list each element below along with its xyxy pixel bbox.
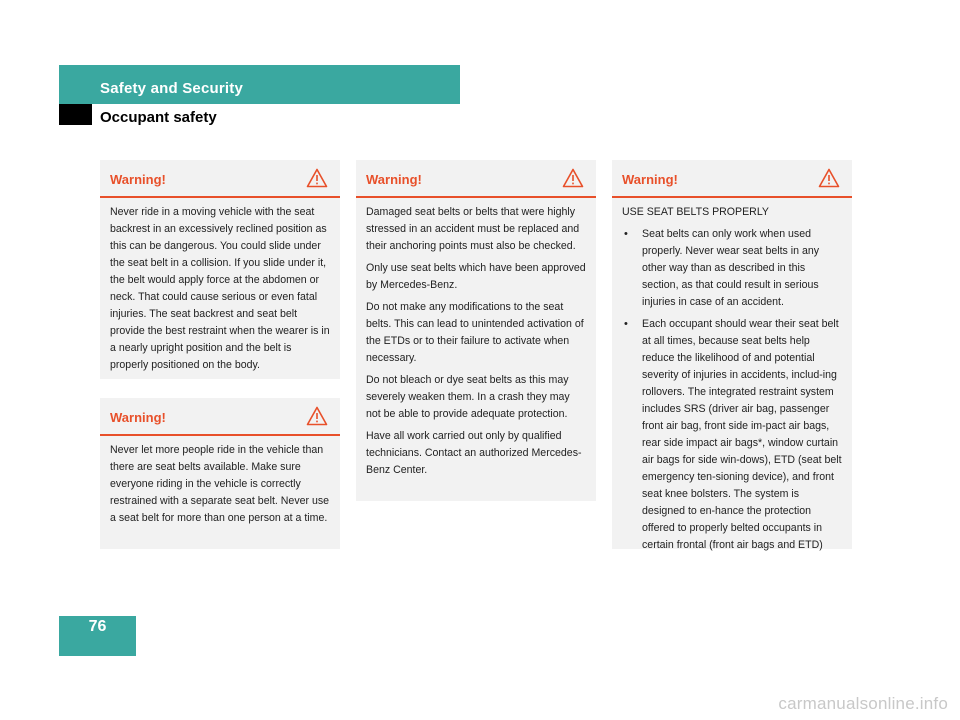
warning-body — [100, 198, 340, 387]
warning-title: Warning! — [366, 171, 422, 187]
warning-paragraph: Only use seat belts which have been approved by Mercedes-Benz. — [366, 262, 586, 291]
warning-triangle-icon — [562, 168, 584, 188]
warning-header — [356, 160, 596, 198]
warning-header — [100, 160, 340, 198]
warning-title: Warning! — [110, 171, 166, 187]
subsection-marker — [59, 104, 92, 125]
warning-triangle-icon — [306, 168, 328, 188]
list-item — [622, 226, 842, 311]
warning-header — [100, 398, 340, 436]
section-title: Safety and Security — [100, 80, 244, 97]
warning-paragraph: Never ride in a moving vehicle with the seat backrest in an excessively reclined position as this can be dangerous. You could slide under the seat belt in a collision. If you slide under it, the belt would apply force at the abdomen or neck. That could cause serious or even fatal injuries. The seat backrest and seat belt provide the best restraint when the wearer is in a nearly upright position and the belt is properly positioned on the body. — [110, 206, 330, 371]
warning-bullet-list — [622, 226, 842, 554]
subsection-title: Occupant safety — [100, 109, 217, 126]
bullet-icon: • — [624, 228, 628, 240]
warning-body — [100, 436, 340, 540]
warning-box-damaged-belts — [356, 160, 596, 501]
warning-triangle-icon — [306, 406, 328, 426]
warning-paragraph: Do not make any modifications to the seat belts. This can lead to unintended activation of the ETDs or to their failure to activate when necessary. — [366, 301, 584, 364]
warning-header — [612, 160, 852, 198]
list-item-text: Each occupant should wear their seat belt at all times, because seat belts help reduce the likelihood of and potential severity of injuries in accidents, includ-ing rollovers. The integrated restraint system includes SRS (driver air bag, passenger front air bag, front side im-pact air bags, rear side impact air bags*, window curtain air bags for side win-dows), ETD (seat belt emergency ten-sioning device), and front seat knee bolsters. The system is designed to en-hance the protection offered to properly belted occupants in certain frontal (front air bags and ETD) — [642, 318, 842, 551]
warning-box-passenger-count — [100, 398, 340, 549]
watermark: carmanualsonline.info — [778, 694, 948, 713]
warning-paragraph: Damaged seat belts or belts that were highly stressed in an accident must be replaced and their anchoring points must also be checked. — [366, 206, 580, 252]
warning-paragraph: Have all work carried out only by qualified technicians. Contact an authorized Mercedes-Benz Center. — [366, 430, 582, 476]
warning-intro: USE SEAT BELTS PROPERLY — [622, 206, 769, 218]
warning-title: Warning! — [622, 171, 678, 187]
bullet-icon: • — [624, 318, 628, 330]
warning-triangle-icon — [818, 168, 840, 188]
list-item — [622, 316, 842, 554]
page-number: 76 — [88, 618, 107, 635]
warning-paragraph: Do not bleach or dye seat belts as this may severely weaken them. In a crash they may not be able to provide adequate protection. — [366, 374, 570, 420]
warning-box-use-belts-properly — [612, 160, 852, 549]
warning-paragraph: Never let more people ride in the vehicle than there are seat belts available. Make sure everyone riding in the vehicle is correctly restrained with a separate seat belt. Never use a seat belt for more than one person at a time. — [110, 444, 330, 524]
warning-title: Warning! — [110, 409, 166, 425]
warning-box-reclined-seat — [100, 160, 340, 379]
list-item-text: Seat belts can only work when used properly. Never wear seat belts in any other way than as described in this section, as that could result in serious injuries in case of an accident. — [642, 228, 820, 308]
warning-body — [356, 198, 596, 492]
warning-body — [612, 198, 852, 567]
